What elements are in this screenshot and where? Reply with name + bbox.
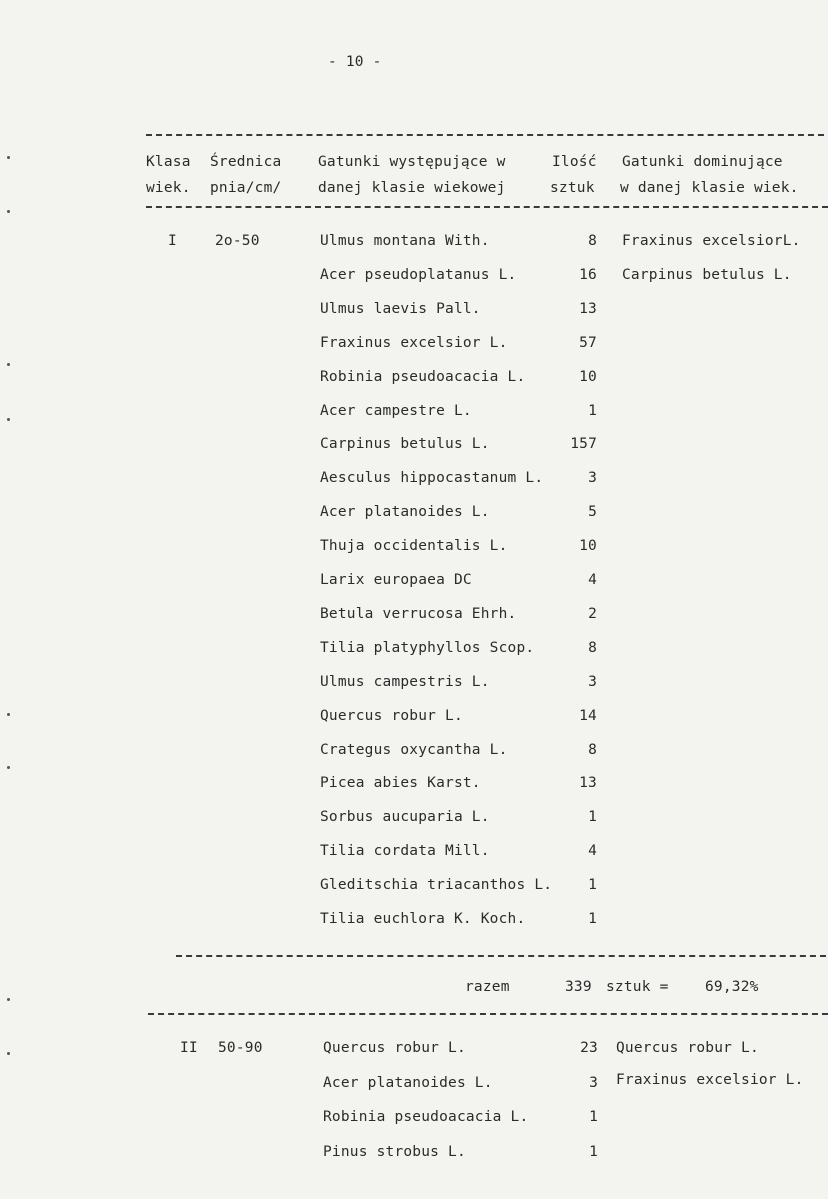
species-count: 3 bbox=[588, 470, 597, 487]
header-dominujace-line1: Gatunki dominujące bbox=[622, 154, 783, 170]
group2-srednica: 50-90 bbox=[218, 1040, 263, 1056]
margin-mark bbox=[7, 363, 10, 366]
header-ilosc-line1: Ilość bbox=[552, 154, 597, 170]
species-name: Carpinus betulus L. bbox=[320, 436, 490, 453]
species-name: Acer platanoides L. bbox=[320, 504, 490, 521]
margin-mark bbox=[7, 156, 10, 159]
group1-end-separator bbox=[176, 955, 826, 957]
species-name: Picea abies Karst. bbox=[320, 775, 481, 792]
species-name: Acer campestre L. bbox=[320, 402, 472, 419]
header-klasa-line1: Klasa bbox=[146, 154, 191, 170]
total-count: 339 bbox=[565, 979, 592, 995]
species-name: Thuja occidentalis L. bbox=[320, 538, 508, 555]
species-name: Aesculus hippocastanum L. bbox=[320, 470, 544, 487]
species-name: Sorbus aucuparia L. bbox=[320, 809, 490, 826]
group1-srednica: 2o-50 bbox=[215, 233, 260, 249]
species-name: Tilia cordata Mill. bbox=[320, 843, 490, 860]
group2-dominant-2: Fraxinus excelsior L. bbox=[616, 1072, 804, 1088]
group2-klasa: II bbox=[180, 1040, 198, 1056]
species-count: 157 bbox=[570, 436, 597, 453]
species-count: 2 bbox=[588, 605, 597, 622]
species-count: 1 bbox=[588, 809, 597, 826]
margin-mark bbox=[7, 210, 10, 213]
group2-dominant-1: Quercus robur L. bbox=[616, 1040, 759, 1056]
species-name: Acer pseudoplatanus L. bbox=[320, 266, 517, 283]
species-name: Robinia pseudoacacia L. bbox=[323, 1109, 529, 1125]
species-name: Larix europaea DC bbox=[320, 572, 472, 588]
group1-klasa: I bbox=[168, 233, 177, 249]
header-klasa-line2: wiek. bbox=[146, 180, 191, 196]
species-count: 16 bbox=[579, 266, 597, 283]
species-name: Pinus strobus L. bbox=[323, 1143, 466, 1160]
species-name: Gleditschia triacanthos L. bbox=[320, 877, 553, 894]
species-count: 57 bbox=[579, 334, 597, 351]
species-count: 13 bbox=[579, 300, 597, 317]
species-count: 1 bbox=[589, 1143, 598, 1160]
species-name: Robinia pseudoacacia L. bbox=[320, 368, 526, 385]
header-srednica-line2: pnia/cm/ bbox=[210, 180, 282, 196]
species-count: 4 bbox=[588, 572, 597, 588]
margin-mark bbox=[7, 1052, 10, 1055]
species-count: 8 bbox=[588, 639, 597, 656]
header-top-separator bbox=[146, 134, 824, 136]
species-count: 3 bbox=[588, 673, 597, 690]
species-name: Tilia platyphyllos Scop. bbox=[320, 639, 535, 656]
total-suffix: sztuk = bbox=[606, 979, 669, 995]
species-name: Fraxinus excelsior L. bbox=[320, 334, 508, 351]
species-count: 23 bbox=[580, 1040, 598, 1056]
header-ilosc-line2: sztuk bbox=[550, 180, 595, 196]
species-name: Quercus robur L. bbox=[323, 1040, 466, 1056]
species-name: Tilia euchlora K. Koch. bbox=[320, 911, 526, 927]
group1-dominant-2: Carpinus betulus L. bbox=[622, 267, 792, 283]
margin-mark bbox=[7, 713, 10, 716]
total-separator bbox=[148, 1013, 828, 1015]
header-srednica-line1: Średnica bbox=[210, 154, 282, 170]
header-dominujace-line2: w danej klasie wiek. bbox=[620, 180, 799, 196]
species-name: Acer platanoides L. bbox=[323, 1074, 493, 1091]
species-name: Ulmus campestris L. bbox=[320, 673, 490, 690]
total-label: razem bbox=[465, 979, 510, 995]
species-count: 5 bbox=[588, 504, 597, 521]
margin-mark bbox=[7, 766, 10, 769]
species-name: Ulmus montana With. bbox=[320, 233, 490, 249]
header-gatunki-line2: danej klasie wiekowej bbox=[318, 180, 506, 196]
page-number: - 10 - bbox=[328, 54, 382, 70]
species-count: 14 bbox=[579, 707, 597, 724]
species-name: Betula verrucosa Ehrh. bbox=[320, 605, 517, 622]
species-name: Ulmus laevis Pall. bbox=[320, 300, 481, 317]
margin-mark bbox=[7, 998, 10, 1001]
margin-mark bbox=[7, 418, 10, 421]
species-count: 8 bbox=[588, 233, 597, 249]
species-name: Crategus oxycantha L. bbox=[320, 741, 508, 758]
species-count: 1 bbox=[588, 402, 597, 419]
header-gatunki-line1: Gatunki występujące w bbox=[318, 154, 506, 170]
species-count: 10 bbox=[579, 538, 597, 555]
species-count: 1 bbox=[588, 877, 597, 894]
species-count: 1 bbox=[589, 1109, 598, 1125]
species-count: 1 bbox=[588, 911, 597, 927]
species-count: 13 bbox=[579, 775, 597, 792]
header-bottom-separator bbox=[146, 206, 828, 208]
species-count: 4 bbox=[588, 843, 597, 860]
species-count: 10 bbox=[579, 368, 597, 385]
group1-dominant-1: Fraxinus excelsiorL. bbox=[622, 233, 801, 249]
species-count: 3 bbox=[589, 1074, 598, 1091]
species-name: Quercus robur L. bbox=[320, 707, 463, 724]
species-count: 8 bbox=[588, 741, 597, 758]
total-percent: 69,32% bbox=[705, 979, 759, 995]
